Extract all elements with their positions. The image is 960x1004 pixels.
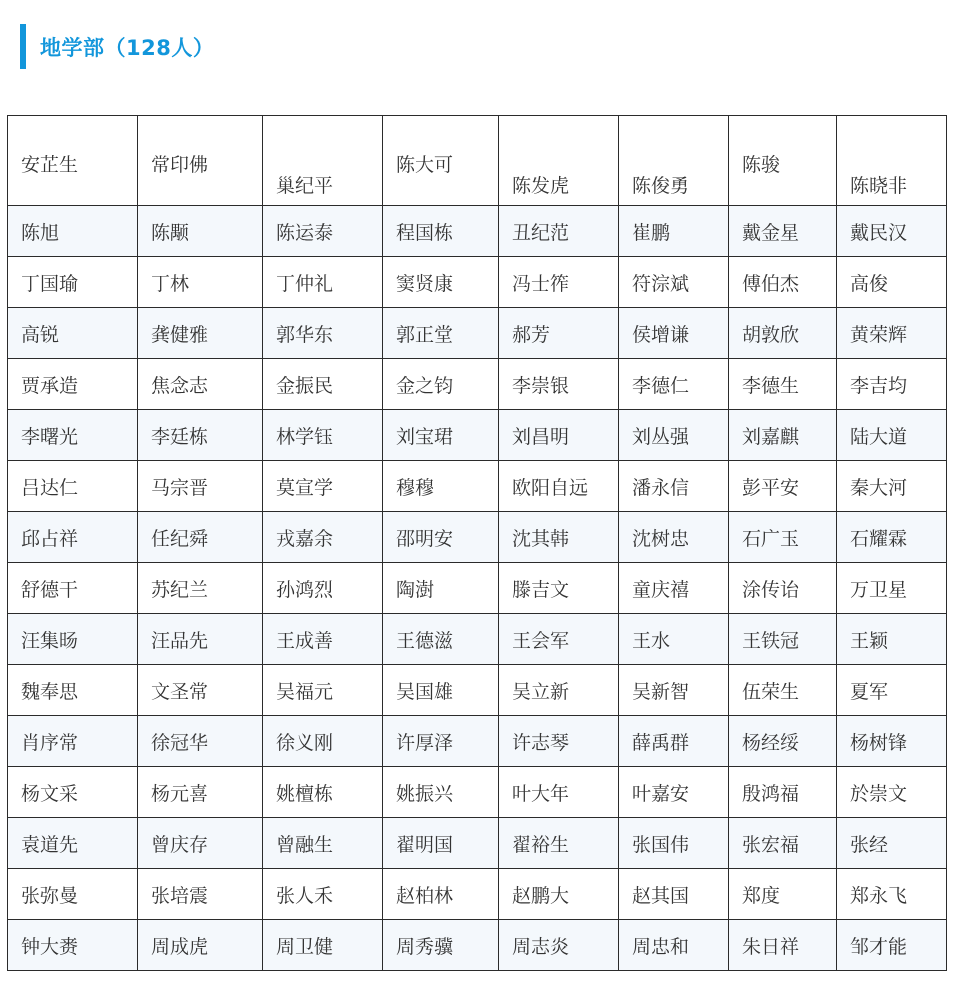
- member-name: 王颖: [837, 614, 947, 665]
- member-name: 张国伟: [619, 818, 729, 869]
- member-name: 周卫健: [263, 920, 383, 971]
- table-cell: [499, 116, 619, 206]
- member-name: 朱日祥: [729, 920, 837, 971]
- member-name: 张弥曼: [8, 869, 138, 920]
- member-name: 汪品先: [138, 614, 263, 665]
- table-row: [8, 716, 947, 767]
- section-header: [20, 24, 214, 69]
- member-name: 丁林: [138, 257, 263, 308]
- member-name: 钟大赉: [8, 920, 138, 971]
- member-name: 巢纪平: [276, 175, 334, 197]
- member-name: 沈树忠: [619, 512, 729, 563]
- member-name: 邱占祥: [8, 512, 138, 563]
- member-name: 赵其国: [619, 869, 729, 920]
- table-cell: [729, 116, 837, 206]
- member-name: 陈颙: [138, 206, 263, 257]
- table-row: [8, 869, 947, 920]
- member-name: 金振民: [263, 359, 383, 410]
- member-name: 殷鸿福: [729, 767, 837, 818]
- member-name: 傅伯杰: [729, 257, 837, 308]
- table-row: [8, 920, 947, 971]
- member-name: 周志炎: [499, 920, 619, 971]
- section-accent-bar: [20, 24, 26, 69]
- member-name: 邹才能: [837, 920, 947, 971]
- member-name: 李德生: [729, 359, 837, 410]
- member-name: 徐义刚: [263, 716, 383, 767]
- member-name: 丁国瑜: [8, 257, 138, 308]
- member-name: 陈旭: [8, 206, 138, 257]
- member-name: 姚檀栋: [263, 767, 383, 818]
- member-name: 郭正堂: [383, 308, 499, 359]
- member-name: 陶澍: [383, 563, 499, 614]
- member-name: 伍荣生: [729, 665, 837, 716]
- table-cell: [383, 116, 499, 206]
- member-name: 周忠和: [619, 920, 729, 971]
- member-name: 万卫星: [837, 563, 947, 614]
- member-name: 翟明国: [383, 818, 499, 869]
- member-name: 王水: [619, 614, 729, 665]
- member-name: 薛禹群: [619, 716, 729, 767]
- member-name: 陈晓非: [850, 175, 908, 197]
- member-name: 邵明安: [383, 512, 499, 563]
- member-name: 穆穆: [383, 461, 499, 512]
- member-name: 滕吉文: [499, 563, 619, 614]
- member-name: 姚振兴: [383, 767, 499, 818]
- member-name: 程国栋: [383, 206, 499, 257]
- table-row: [8, 461, 947, 512]
- member-name: 吴国雄: [383, 665, 499, 716]
- member-name: 彭平安: [729, 461, 837, 512]
- member-name: 陆大道: [837, 410, 947, 461]
- member-name: 舒德干: [8, 563, 138, 614]
- member-name: 李吉均: [837, 359, 947, 410]
- member-name: 崔鹏: [619, 206, 729, 257]
- member-table: [7, 115, 947, 971]
- member-name: 刘嘉麒: [729, 410, 837, 461]
- member-name: 吕达仁: [8, 461, 138, 512]
- member-name: 吴立新: [499, 665, 619, 716]
- member-name: 苏纪兰: [138, 563, 263, 614]
- member-name: 冯士筰: [499, 257, 619, 308]
- member-name: 周成虎: [138, 920, 263, 971]
- member-name: 夏军: [837, 665, 947, 716]
- member-name: 袁道先: [8, 818, 138, 869]
- table-row: [8, 359, 947, 410]
- member-name: 莫宣学: [263, 461, 383, 512]
- member-name: 林学钰: [263, 410, 383, 461]
- member-name: 黄荣辉: [837, 308, 947, 359]
- member-name: 陈大可: [396, 154, 454, 176]
- member-name: 王德滋: [383, 614, 499, 665]
- member-name: 於崇文: [837, 767, 947, 818]
- member-name: 侯增谦: [619, 308, 729, 359]
- member-name: 胡敦欣: [729, 308, 837, 359]
- member-name: 王会军: [499, 614, 619, 665]
- member-name: 曾融生: [263, 818, 383, 869]
- member-name: 杨树锋: [837, 716, 947, 767]
- member-name: 曾庆存: [138, 818, 263, 869]
- member-name: 马宗晋: [138, 461, 263, 512]
- table-row: [8, 410, 947, 461]
- member-name: 石耀霖: [837, 512, 947, 563]
- table-cell: [8, 116, 138, 206]
- section-title: 地学部（128人）: [40, 35, 215, 60]
- member-name: 汪集旸: [8, 614, 138, 665]
- member-name: 孙鸿烈: [263, 563, 383, 614]
- member-name: 张培震: [138, 869, 263, 920]
- table-row: [8, 563, 947, 614]
- member-name: 丑纪范: [499, 206, 619, 257]
- table-row: [8, 308, 947, 359]
- member-name: 安芷生: [21, 154, 79, 176]
- member-name: 张人禾: [263, 869, 383, 920]
- member-name: 李廷栋: [138, 410, 263, 461]
- table-cell: [619, 116, 729, 206]
- table-row: [8, 206, 947, 257]
- member-name: 戴金星: [729, 206, 837, 257]
- member-name: 陈发虎: [512, 175, 570, 197]
- member-name: 许志琴: [499, 716, 619, 767]
- member-name: 戴民汉: [837, 206, 947, 257]
- member-name: 肖序常: [8, 716, 138, 767]
- member-name: 郑度: [729, 869, 837, 920]
- member-name: 贾承造: [8, 359, 138, 410]
- member-name: 杨元喜: [138, 767, 263, 818]
- table-row: [8, 767, 947, 818]
- member-name: 李德仁: [619, 359, 729, 410]
- table-row: [8, 512, 947, 563]
- member-name: 陈俊勇: [632, 175, 690, 197]
- member-name: 赵鹏大: [499, 869, 619, 920]
- table-row: [8, 614, 947, 665]
- member-name: 刘昌明: [499, 410, 619, 461]
- member-name: 王成善: [263, 614, 383, 665]
- table-row: [8, 665, 947, 716]
- member-name: 徐冠华: [138, 716, 263, 767]
- table-cell: [263, 116, 383, 206]
- member-name: 高俊: [837, 257, 947, 308]
- member-name: 郭华东: [263, 308, 383, 359]
- member-name: 陈运泰: [263, 206, 383, 257]
- member-name: 吴福元: [263, 665, 383, 716]
- table-cell: [837, 116, 947, 206]
- member-name: 赵柏林: [383, 869, 499, 920]
- table-row: [8, 257, 947, 308]
- member-name: 张宏福: [729, 818, 837, 869]
- member-name: 符淙斌: [619, 257, 729, 308]
- member-name: 龚健雅: [138, 308, 263, 359]
- member-name: 叶嘉安: [619, 767, 729, 818]
- member-name: 欧阳自远: [499, 461, 619, 512]
- member-name: 郝芳: [499, 308, 619, 359]
- member-name: 戎嘉余: [263, 512, 383, 563]
- member-name: 翟裕生: [499, 818, 619, 869]
- member-name: 吴新智: [619, 665, 729, 716]
- member-name: 丁仲礼: [263, 257, 383, 308]
- member-name: 张经: [837, 818, 947, 869]
- member-name: 李崇银: [499, 359, 619, 410]
- member-name: 沈其韩: [499, 512, 619, 563]
- member-name: 郑永飞: [837, 869, 947, 920]
- member-name: 杨文采: [8, 767, 138, 818]
- table-cell: [138, 116, 263, 206]
- member-name: 李曙光: [8, 410, 138, 461]
- member-name: 任纪舜: [138, 512, 263, 563]
- member-name: 刘丛强: [619, 410, 729, 461]
- member-name: 陈骏: [742, 154, 781, 176]
- member-name: 石广玉: [729, 512, 837, 563]
- member-table-body: [8, 116, 947, 971]
- member-name: 许厚泽: [383, 716, 499, 767]
- member-name: 杨经绥: [729, 716, 837, 767]
- member-name: 魏奉思: [8, 665, 138, 716]
- member-name: 潘永信: [619, 461, 729, 512]
- member-name: 常印佛: [151, 154, 209, 176]
- member-name: 刘宝珺: [383, 410, 499, 461]
- member-name: 焦念志: [138, 359, 263, 410]
- member-name: 周秀骥: [383, 920, 499, 971]
- member-name: 文圣常: [138, 665, 263, 716]
- table-row: [8, 818, 947, 869]
- member-name: 窦贤康: [383, 257, 499, 308]
- member-name: 秦大河: [837, 461, 947, 512]
- member-name: 王铁冠: [729, 614, 837, 665]
- member-name: 叶大年: [499, 767, 619, 818]
- table-row: [8, 116, 947, 206]
- member-name: 涂传诒: [729, 563, 837, 614]
- member-name: 金之钧: [383, 359, 499, 410]
- member-name: 童庆禧: [619, 563, 729, 614]
- member-name: 高锐: [8, 308, 138, 359]
